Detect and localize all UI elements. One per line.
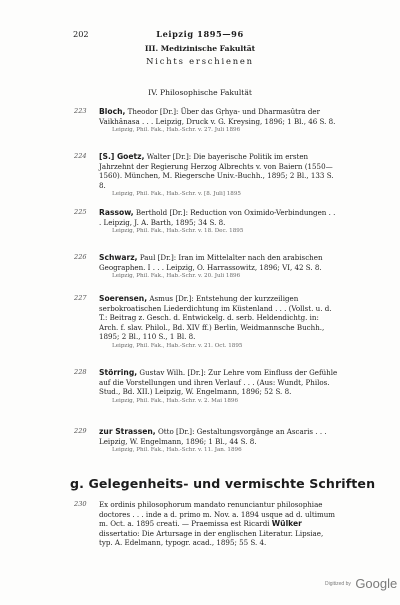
page-number: 202: [73, 29, 89, 39]
entry-text: Asmus [Dr.]: Entstehung der kurzzeiligen serbokroatischen Liederdichtung im Küstenland . . . (Vollst. u. d. T.: Beitrag z. Gesch. d. Entwickelg. d. serb. Heldendichtg. in: Arch. f. slav. Philol., Bd. XIV ff.) Berlin, Weidmannsche Buchh., 1895; 2 Bl., 110 S., 1 Bl. 8.: [99, 294, 332, 342]
entry-author: Wülker: [271, 519, 302, 529]
entry-223: [74, 107, 338, 134]
entry-226: [74, 253, 338, 280]
entry-229: [74, 427, 338, 454]
entry-number: 227: [74, 294, 87, 302]
entry-text: Berthold [Dr.]: Reduction von Oximido-Verbindungen . . . Leipzig, J. A. Barth, 1895; 34 S. 8.: [99, 208, 336, 227]
section-heading-g: g. Gelegenheits- und vermischte Schriften: [70, 476, 376, 491]
entry-note: Leipzig, Phil. Fak., Hab.-Schr. v. 11. Jan. 1896: [112, 447, 242, 454]
entry-number: 225: [74, 208, 87, 216]
entry-note: Leipzig, Phil. Fak., Hab.-Schr. v. 2. Mai 1896: [112, 397, 239, 404]
watermark-prefix: Digitized by: [325, 580, 351, 587]
entry-224: [74, 152, 338, 198]
entry-text: Paul [Dr.]: Iran im Mittelalter nach den arabischen Geographen. I . . . Leipzig, O. Harrassowitz, 1896; VI, 42 S. 8.: [99, 253, 323, 272]
entry-note: Leipzig, Phil. Fak., Hab.-Schr. v. 18. Dec. 1895: [112, 228, 244, 235]
entry-note: Leipzig, Phil. Fak., Hab.-Schr. v. 21. Oct. 1895: [112, 342, 243, 349]
section-heading-philosophy: IV. Philosophische Fakultät: [148, 88, 252, 97]
entry-note: Leipzig, Phil. Fak., Hab.-Schr. v. 27. Juli 1896: [112, 127, 241, 134]
entry-228: [74, 368, 338, 405]
running-head: [0, 29, 400, 43]
entry-note: Leipzig, Phil. Fak., Hab.-Schr. v. 20. Juli 1896: [112, 273, 241, 280]
entry-text-cont: dissertatio: Die Artursage in der englischen Literatur. Lipsiae, typ. A. Edelmann, typogr. acad., 1895; 55 S. 4.: [99, 528, 324, 548]
entry-text: Walter [Dr.]: Die bayerische Politik im ersten Jahrzehnt der Regierung Herzog Albrechts v. von Baiern (1550—1560). München, M. Riegersche Univ.-Buchh., 1895; 2 Bl., 133 S. 8.: [99, 152, 334, 190]
entry-227: [74, 294, 338, 350]
nichts-erschienen-note: Nichts erschienen: [146, 56, 254, 66]
entry-number: 230: [74, 500, 87, 508]
entry-author: Soerensen,: [99, 294, 148, 303]
google-watermark: [325, 575, 397, 593]
entry-author: Störring,: [99, 368, 138, 377]
entry-number: 228: [74, 368, 87, 376]
entry-author: Schwarz,: [99, 253, 138, 262]
entry-text: Gustav Wilh. [Dr.]: Zur Lehre vom Einfluss der Gefühle auf die Vorstellungen und ihren Verlauf . . . (Aus: Wundt, Philos. Stud., Bd. XII.) Leipzig, W. Engelmann, 1896; 52 S. 8.: [99, 368, 338, 397]
entry-author: [S.] Goetz,: [99, 152, 145, 161]
entry-text: Otto [Dr.]: Gestaltungsvorgänge an Ascaris . . . Leipzig, W. Engelmann, 1896; 1 Bl., 44 S. 8.: [99, 427, 327, 446]
entry-text: Theodor [Dr.]: Über das Gṛhya- und Dharmasûtra der Vaikhânasa . . . Leipzig, Druck v. G. Kreysing, 1896; 1 Bl., 46 S. 8.: [99, 107, 336, 126]
entry-number: 223: [74, 107, 87, 115]
entry-225: [74, 208, 338, 235]
entry-text: Ex ordinis philosophorum mandato renunciantur philosophiae doctores . . . inde a d. primo m. Nov. a. 1894 usque ad d. ultimum m. Oct. a. 1895 creati. — Praemissa est Ricardi: [99, 500, 336, 529]
entry-number: 224: [74, 152, 87, 160]
entry-number: 226: [74, 253, 87, 261]
entry-note: Leipzig, Phil. Fak., Hab.-Schr. v. [8. Juli] 1895: [112, 191, 241, 198]
entry-number: 229: [74, 427, 87, 435]
google-logo: Google: [355, 576, 398, 591]
entry-author: Rassow,: [99, 208, 134, 217]
running-head-title: Leipzig 1895—96: [156, 29, 244, 39]
entry-author: Bloch,: [99, 107, 126, 116]
entry-230: [74, 500, 338, 548]
section-heading-medicine: III. Medizinische Fakultät: [144, 44, 256, 53]
entry-author: zur Strassen,: [99, 427, 156, 436]
